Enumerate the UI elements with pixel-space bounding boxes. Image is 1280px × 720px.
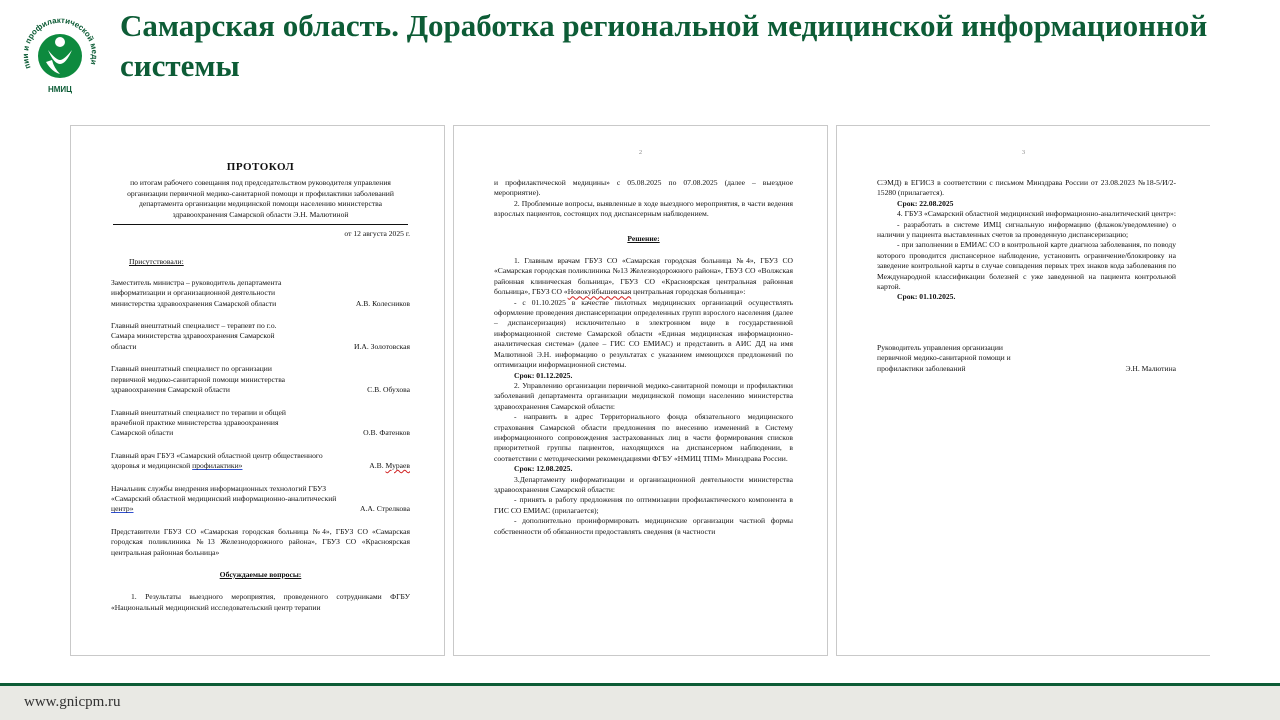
decision-4-item: - при заполнении в ЕМИАС СО в контрольной карте диагноза заболевания, по поводу которого проводится диспансерное наблюдение, установить ограничение/блокировку на заведение контрольной карты в случае совпадения первых трех знаков кода заболевания по Международной классификации болезней с уже заведенной на пациента контрольной картой. — [877, 240, 1176, 292]
attendee-role: Главный внештатный специалист по терапии и общей врачебной практике министерства здравоохранения Самарской области — [111, 407, 286, 438]
attendee-name: А.А. Стрелкова — [360, 504, 410, 514]
nmic-logo — [18, 14, 102, 98]
attendee-role: Главный внештатный специалист по организации первичной медико-санитарной помощи министерства здравоохранения Самарской области — [111, 364, 286, 395]
issues-heading: Обсуждаемые вопросы: — [219, 569, 302, 579]
attendee-row — [111, 451, 410, 472]
footer-url: www.gnicpm.ru — [24, 694, 121, 710]
decision-4: 4. ГБУЗ «Самарский областной медицинский информационно-аналитический центр»: — [897, 209, 1176, 219]
footer-bar — [0, 686, 1280, 720]
decision-3-item: - принять в работу предложения по оптимизации профилактического компонента в ГИС СО ЕМИАС (прилагается); — [494, 495, 793, 515]
attendee-name: О.В. Фатенков — [363, 428, 410, 438]
attendee-role: Главный врач ГБУЗ «Самарский областной центр общественного здоровья и медицинской профилактики» — [111, 450, 323, 471]
decision-1: 1. Главным врачам ГБУЗ СО «Самарская городская больница №4», ГБУЗ СО «Самарская городская поликлиника №13 Железнодорожного района», ГБУЗ СО «Волжская районная клиническая больница», ГБУЗ СО «Красноярская центральная районная больница», ГБУЗ СО «Новокуйбышевская центральная городская больница»: — [494, 256, 793, 297]
decision-2: 2. Управлению организации первичной медико-санитарной помощи и профилактики заболеваний департамента организации медицинской помощи населению министерства здравоохранения Самарской области: — [494, 380, 793, 411]
attendee-role: Главный внештатный специалист – терапевт по г.о. Самара министерства здравоохранения Самарской области — [111, 321, 277, 351]
page-number: 3 — [1021, 149, 1026, 156]
decision-1-item: - с 01.10.2025 в качестве пилотных медицинских организаций осуществлять оформление проведения диспансеризации определенных групп взрослого населения (далее – диспансеризация) исключительно в электронном виде в государственной информационной системе Самарской области «Единая медицинская информационно-аналитическая система» (далее – ГИС СО ЕМИАС) и представить в АИС ДД на имя Малютиной Э.Н. информацию о результатах с указанием имеющихся предложений по оптимизации информационной системы. — [494, 297, 793, 370]
attendee-name: А.В. Колесников — [355, 298, 410, 308]
signer-role: Руководитель управления организации первичной медико-санитарной помощи и профилактики заболеваний — [877, 342, 1011, 373]
document-page-3 — [836, 125, 1210, 656]
signature-block — [877, 343, 1176, 374]
attendee-name: А.В. Мураев — [369, 461, 410, 471]
attendee-row — [111, 408, 410, 439]
deadline: Срок: 22.08.2025 — [897, 198, 954, 208]
issue-1: 1. Результаты выездного мероприятия, проведенного сотрудниками ФГБУ «Национальный медицинский исследовательский центр терапии — [111, 592, 410, 612]
decision-3: 3.Департаменту информатизации и организационной деятельности министерства здравоохранения Самарской области: — [494, 474, 793, 494]
logo-arc-text: пии и профилактической меди — [20, 15, 100, 71]
representatives: Представители ГБУЗ СО «Самарская городская больница №4», ГБУЗ СО «Самарская городская поликлиника №13 Железнодорожного района», ГБУЗ СО «Красноярская центральная районная больница» — [111, 526, 410, 557]
decision-heading: Решение: — [627, 233, 660, 243]
deadline: Срок: 01.12.2025. — [514, 370, 573, 380]
attendee-row — [111, 484, 410, 515]
document-page-1 — [70, 125, 445, 656]
decision-2-item: - направить в адрес Территориального фонда обязательного медицинского страхования Самарской области предложения по внесению изменений в Систему информационного сопровождения застрахованных лиц в части формирования списков приоритетной группы пациентов, находящихся на диспансерном наблюдении, в соответствии с методическими рекомендациями ФГБУ «НМИЦ ТПМ» Минздрава России. — [494, 412, 793, 463]
attendee-name: И.А. Золотовская — [353, 341, 410, 351]
attendee-role: Заместитель министра – руководитель департамента информатизации и организационной деятельности министерства здравоохранения Самарской области — [111, 277, 282, 308]
signer-name: Э.Н. Малютина — [1125, 363, 1176, 373]
divider — [113, 224, 408, 225]
logo-abbr: НМИЦ — [47, 85, 73, 94]
protocol-heading: ПРОТОКОЛ — [226, 161, 295, 173]
attendee-row — [111, 364, 410, 395]
protocol-date: от 12 августа 2025 г. — [344, 229, 410, 239]
p2-para-2: 2. Проблемные вопросы, выявленные в ходе выездного мероприятия, в части ведения взрослых пациентов, состоящих под диспансерным наблюдением. — [494, 198, 793, 219]
attendee-name: С.В. Обухова — [367, 385, 410, 395]
attendee-role: Начальник службы внедрения информационных технологий ГБУЗ «Самарский областной медицинский информационно-аналитический центр» — [111, 483, 337, 514]
slide-title: Самарская область. Доработка региональной медицинской информационной системы — [120, 8, 1208, 83]
decision-4-item: - разработать в системе ИМЦ сигнальную информацию (флажок/уведомление) о наличии у пациента выставленных счетов за проведенную диспансеризацию; — [877, 219, 1176, 240]
protocol-subtitle: по итогам рабочего совещания под председательством руководителя управления организации первичной медико-санитарной помощи и профилактики заболеваний департамента организации медицинской помощи населению министерства здравоохранения Самарской области Э.Н. Малютиной — [127, 178, 394, 219]
deadline: Срок: 01.10.2025. — [897, 292, 956, 302]
deadline: Срок: 12.08.2025. — [514, 464, 573, 474]
attendee-row — [111, 321, 410, 352]
p2-para-1: и профилактической медицины» с 05.08.2025 по 07.08.2025 (далее – выездное мероприятие). — [494, 178, 793, 198]
p3-para-1: СЭМД) в ЕГИСЗ в соответствии с письмом Минздрава России от 23.08.2023 №18-5/И/2-15280 (прилагается). — [877, 178, 1176, 198]
attendee-row — [111, 278, 410, 309]
document-page-2 — [453, 125, 828, 656]
decision-3-item: - дополнительно проинформировать медицинские организации частной формы собственности об обязанности предоставлять сведения (в частности — [494, 516, 793, 536]
present-label: Присутствовали: — [129, 257, 184, 267]
page-number: 2 — [638, 149, 643, 156]
